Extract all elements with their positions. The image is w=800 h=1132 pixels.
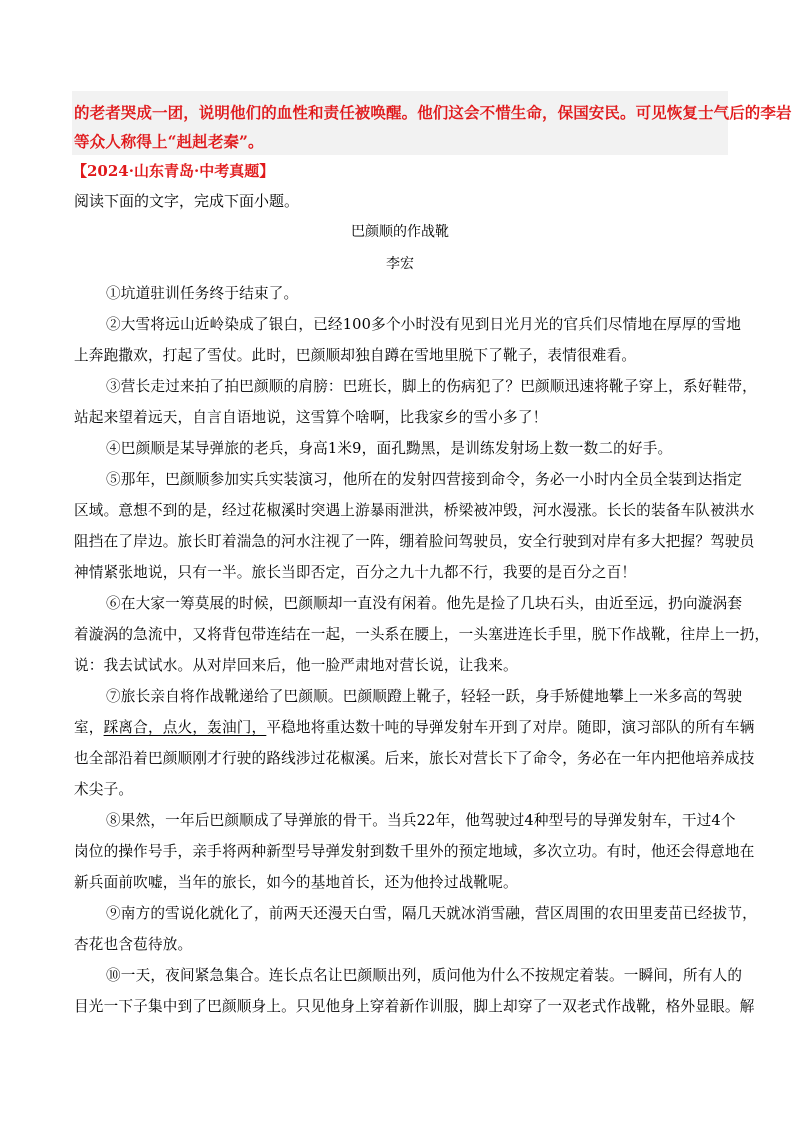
underlined-phrase: 踩离合，点火，轰油门，: [103, 719, 267, 736]
paragraph-2-line: 上奔跑撒欢，打起了雪仗。此时，巴颜顺却独自蹲在雪地里脱下了靴子，表情很难看。: [74, 347, 637, 364]
paragraph-7-line: [74, 716, 755, 737]
paragraph-8-line: ⑧果然，一年后巴颜顺成了导弹旅的骨干。当兵22年，他驾驶过4种型号的导弹发射车，干过4个: [106, 812, 736, 829]
question-instruction: 阅读下面的文字，完成下面小题。: [74, 192, 300, 210]
source-tag: 【2024·山东青岛·中考真题】: [72, 162, 275, 180]
paragraph-10-line: 目光一下子集中到了巴颜顺身上。只见他身上穿着新作训服，脚上却穿了一双老式作战靴，格外显眼。解: [74, 998, 755, 1015]
paragraph-3-line: 站起来望着远天，自言自语地说，这雪算个啥啊，比我家乡的雪小多了！: [74, 409, 548, 426]
paragraph-6-line: 说：我去试试水。从对岸回来后，他一脸严肃地对营长说，让我来。: [74, 657, 518, 674]
paragraph-7-line: ⑦旅长亲自将作战靴递给了巴颜顺。巴颜顺蹬上靴子，轻轻一跃，身手矫健地攀上一米多高的驾驶: [106, 688, 743, 705]
paragraph-5-line: 区域。意想不到的是，经过花椒溪时突遇上游暴雨泄洪，桥梁被冲毁，河水漫涨。长长的装备车队被洪水: [74, 502, 755, 519]
paragraph-7-text: 平稳地将重达数十吨的导弹发射车开到了对岸。随即，演习部队的所有车辆: [266, 719, 755, 736]
paragraph-7-line: 术尖子。: [74, 781, 134, 798]
paragraph-4: ④巴颜顺是某导弹旅的老兵，身高1米9，面孔黝黑，是训练发射场上数一数二的好手。: [106, 440, 673, 457]
answer-text-line: 等众人称得上“赳赳老秦”。: [74, 132, 264, 151]
paragraph-7-line: 也全部沿着巴颜顺刚才行驶的路线涉过花椒溪。后来，旅长对营长下了命令，务必在一年内把他培养成技: [74, 750, 755, 767]
paragraph-1: ①坑道驻训任务终于结束了。: [106, 285, 299, 302]
paragraph-6-line: 着漩涡的急流中，又将背包带连结在一起，一头系在腰上，一头塞进连长手里，脱下作战靴，往岸上一扔，: [74, 626, 770, 643]
paragraph-5-line: 神情紧张地说，只有一半。旅长当即否定，百分之九十九都不行，我要的是百分之百！: [74, 564, 637, 581]
article-title: 巴颜顺的作战靴: [351, 224, 449, 240]
paragraph-6-line: ⑥在大家一筹莫展的时候，巴颜顺却一直没有闲着。他先是捡了几块石头，由近至远，扔向漩涡套: [106, 595, 743, 612]
paragraph-8-line: 新兵面前吹嘘，当年的旅长，如今的基地首长，还为他拎过战靴呢。: [74, 874, 518, 891]
paragraph-5-line: ⑤那年，巴颜顺参加实兵实装演习，他所在的发射四营接到命令，务必一小时内全员全装到达指定: [106, 471, 743, 488]
paragraph-9-line: ⑨南方的雪说化就化了，前两天还漫天白雪，隔几天就冰消雪融，营区周围的农田里麦苗已经拔节，: [106, 905, 757, 922]
article-author: 李宏: [386, 256, 414, 272]
paragraph-2-line: ②大雪将远山近岭染成了银白，已经100多个小时没有见到日光月光的官兵们尽情地在厚厚的雪地: [106, 316, 742, 333]
paragraph-10-line: ⑩一天，夜间紧急集合。连长点名让巴颜顺出列，质问他为什么不按规定着装。一瞬间，所有人的: [106, 967, 743, 984]
paragraph-3-line: ③营长走过来拍了拍巴颜顺的肩膀：巴班长，脚上的伤病犯了？巴颜顺迅速将靴子穿上，系好鞋带，: [106, 378, 757, 395]
answer-text-line: 的老者哭成一团，说明他们的血性和责任被唤醒。他们这会不惜生命，保国安民。可见恢复士气后的李岩: [74, 103, 792, 122]
paragraph-9-line: 杏花也含苞待放。: [74, 936, 193, 953]
paragraph-8-line: 岗位的操作号手，亲手将两种新型号导弹发射到数千里外的预定地域，多次立功。有时，他还会得意地在: [74, 843, 755, 860]
paragraph-5-line: 阻挡在了岸边。旅长盯着湍急的河水注视了一阵，绷着脸问驾驶员，安全行驶到对岸有多大把握？驾驶员: [74, 533, 755, 550]
paragraph-7-text: 室，: [74, 719, 104, 736]
